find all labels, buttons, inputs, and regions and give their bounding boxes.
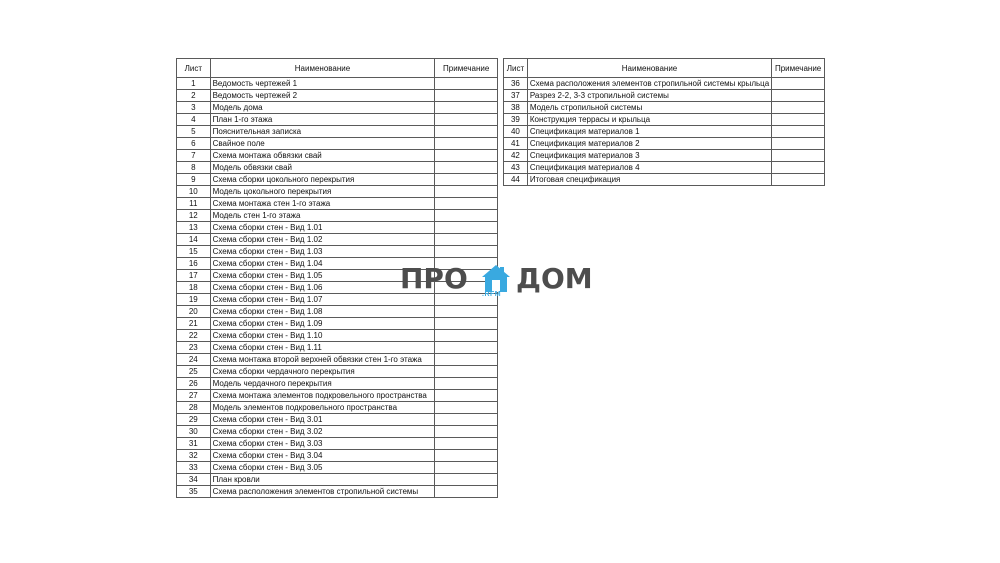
sheet-note bbox=[435, 402, 498, 414]
sheet-number: 17 bbox=[177, 270, 211, 282]
sheet-name: Спецификация материалов 2 bbox=[527, 138, 771, 150]
sheet-note bbox=[435, 414, 498, 426]
sheet-note bbox=[435, 150, 498, 162]
sheet-name: Схема сборки стен - Вид 1.09 bbox=[210, 318, 435, 330]
sheet-note bbox=[435, 138, 498, 150]
sheet-name: Схема сборки стен - Вид 3.02 bbox=[210, 426, 435, 438]
sheet-number: 38 bbox=[504, 102, 528, 114]
sheet-name: Схема монтажа стен 1-го этажа bbox=[210, 198, 435, 210]
sheet-note bbox=[772, 150, 825, 162]
sheet-number: 14 bbox=[177, 234, 211, 246]
sheet-note bbox=[435, 246, 498, 258]
sheet-name: Конструкция террасы и крыльца bbox=[527, 114, 771, 126]
sheet-number: 11 bbox=[177, 198, 211, 210]
sheet-note bbox=[435, 366, 498, 378]
sheet-number: 12 bbox=[177, 210, 211, 222]
table-row bbox=[177, 366, 498, 378]
sheet-name: Схема сборки стен - Вид 1.01 bbox=[210, 222, 435, 234]
sheet-note bbox=[435, 354, 498, 366]
table-row bbox=[177, 318, 498, 330]
sheet-note bbox=[435, 330, 498, 342]
sheet-number: 2 bbox=[177, 90, 211, 102]
sheet-name: Разрез 2-2, 3-3 стропильной системы bbox=[527, 90, 771, 102]
sheet-note bbox=[772, 174, 825, 186]
sheet-note bbox=[435, 114, 498, 126]
table-row bbox=[504, 78, 825, 90]
sheet-number: 31 bbox=[177, 438, 211, 450]
table-row bbox=[177, 234, 498, 246]
sheet-name: Схема сборки стен - Вид 1.11 bbox=[210, 342, 435, 354]
drawings-table-right bbox=[503, 58, 825, 186]
sheet-note bbox=[435, 342, 498, 354]
table-row bbox=[177, 426, 498, 438]
sheet-note bbox=[772, 102, 825, 114]
prodom-logo bbox=[400, 262, 600, 302]
sheet-number: 5 bbox=[177, 126, 211, 138]
sheet-note bbox=[435, 318, 498, 330]
logo-word-right: ДОМ bbox=[516, 262, 593, 295]
sheet-note bbox=[435, 102, 498, 114]
table-row bbox=[177, 78, 498, 90]
sheet-name: Модель чердачного перекрытия bbox=[210, 378, 435, 390]
sheet-note bbox=[435, 474, 498, 486]
sheet-name: Свайное поле bbox=[210, 138, 435, 150]
sheet-name: Ведомость чертежей 1 bbox=[210, 78, 435, 90]
sheet-name: Спецификация материалов 1 bbox=[527, 126, 771, 138]
sheet-number: 40 bbox=[504, 126, 528, 138]
sheet-name: Схема сборки стен - Вид 1.10 bbox=[210, 330, 435, 342]
sheet-name: Схема сборки стен - Вид 1.05 bbox=[210, 270, 435, 282]
sheet-note bbox=[772, 114, 825, 126]
sheet-name: Пояснительная записка bbox=[210, 126, 435, 138]
sheet-name: Модель цокольного перекрытия bbox=[210, 186, 435, 198]
sheet-number: 43 bbox=[504, 162, 528, 174]
table-header-row bbox=[177, 59, 498, 78]
sheet-name: Схема монтажа элементов подкровельного пространства bbox=[210, 390, 435, 402]
sheet-number: 8 bbox=[177, 162, 211, 174]
sheet-number: 15 bbox=[177, 246, 211, 258]
sheet-number: 41 bbox=[504, 138, 528, 150]
sheet-note bbox=[435, 186, 498, 198]
sheet-note bbox=[435, 438, 498, 450]
sheet-number: 6 bbox=[177, 138, 211, 150]
sheet-name: Схема сборки стен - Вид 1.04 bbox=[210, 258, 435, 270]
logo-word-left: ПРО bbox=[400, 262, 468, 295]
table-row bbox=[177, 450, 498, 462]
sheet-number: 36 bbox=[504, 78, 528, 90]
sheet-name: Схема сборки стен - Вид 1.03 bbox=[210, 246, 435, 258]
sheet-note bbox=[435, 90, 498, 102]
table-row bbox=[177, 342, 498, 354]
table-row bbox=[177, 306, 498, 318]
sheet-name: Схема расположения элементов стропильной системы крыльца bbox=[527, 78, 771, 90]
sheet-name: Схема сборки стен - Вид 3.05 bbox=[210, 462, 435, 474]
header-name: Наименование bbox=[527, 59, 771, 78]
table-row bbox=[177, 246, 498, 258]
table-row bbox=[504, 126, 825, 138]
sheet-number: 37 bbox=[504, 90, 528, 102]
sheet-number: 30 bbox=[177, 426, 211, 438]
table-row bbox=[177, 114, 498, 126]
table-row bbox=[177, 378, 498, 390]
table-row bbox=[177, 390, 498, 402]
header-note: Примечание bbox=[772, 59, 825, 78]
sheet-name: Модель стропильной системы bbox=[527, 102, 771, 114]
sheet-name: Схема сборки стен - Вид 1.07 bbox=[210, 294, 435, 306]
table-row bbox=[177, 174, 498, 186]
sheet-name: Схема сборки стен - Вид 1.08 bbox=[210, 306, 435, 318]
sheet-name: Спецификация материалов 4 bbox=[527, 162, 771, 174]
sheet-number: 28 bbox=[177, 402, 211, 414]
sheet-name: Схема монтажа второй верхней обвязки стен 1-го этажа bbox=[210, 354, 435, 366]
sheet-name: Модель обвязки свай bbox=[210, 162, 435, 174]
table-row bbox=[177, 486, 498, 498]
sheet-note bbox=[435, 390, 498, 402]
sheet-name: Схема сборки стен - Вид 3.03 bbox=[210, 438, 435, 450]
header-sheet: Лист bbox=[177, 59, 211, 78]
table-row bbox=[177, 138, 498, 150]
sheet-note bbox=[435, 174, 498, 186]
sheet-name: Схема сборки чердачного перекрытия bbox=[210, 366, 435, 378]
sheet-number: 27 bbox=[177, 390, 211, 402]
sheet-name: Схема расположения элементов стропильной системы bbox=[210, 486, 435, 498]
sheet-note bbox=[435, 162, 498, 174]
sheet-number: 1 bbox=[177, 78, 211, 90]
table-row bbox=[177, 162, 498, 174]
header-sheet: Лист bbox=[504, 59, 528, 78]
table-row bbox=[177, 330, 498, 342]
sheet-number: 3 bbox=[177, 102, 211, 114]
header-note: Примечание bbox=[435, 59, 498, 78]
table-row bbox=[177, 474, 498, 486]
sheet-note bbox=[435, 210, 498, 222]
table-row bbox=[177, 150, 498, 162]
sheet-name: Спецификация материалов 3 bbox=[527, 150, 771, 162]
table-row bbox=[504, 90, 825, 102]
table-row bbox=[177, 414, 498, 426]
sheet-note bbox=[435, 222, 498, 234]
sheet-number: 29 bbox=[177, 414, 211, 426]
table-row bbox=[177, 402, 498, 414]
sheet-name: План 1-го этажа bbox=[210, 114, 435, 126]
table-row bbox=[504, 102, 825, 114]
sheet-note bbox=[435, 378, 498, 390]
table-row bbox=[504, 138, 825, 150]
sheet-number: 25 bbox=[177, 366, 211, 378]
sheet-note bbox=[435, 78, 498, 90]
table-row bbox=[504, 162, 825, 174]
table-row bbox=[177, 222, 498, 234]
sheet-number: 13 bbox=[177, 222, 211, 234]
sheet-number: 21 bbox=[177, 318, 211, 330]
sheet-note bbox=[435, 126, 498, 138]
sheet-note bbox=[435, 306, 498, 318]
sheet-note bbox=[435, 426, 498, 438]
table-row bbox=[177, 126, 498, 138]
sheet-number: 23 bbox=[177, 342, 211, 354]
sheet-note bbox=[435, 450, 498, 462]
sheet-note bbox=[435, 198, 498, 210]
sheet-name: Схема сборки цокольного перекрытия bbox=[210, 174, 435, 186]
sheet-name: Модель элементов подкровельного пространства bbox=[210, 402, 435, 414]
sheet-number: 32 bbox=[177, 450, 211, 462]
table-row bbox=[504, 174, 825, 186]
logo-tag: .RFM bbox=[482, 291, 502, 298]
table-row bbox=[504, 114, 825, 126]
sheet-name: Модель дома bbox=[210, 102, 435, 114]
sheet-number: 18 bbox=[177, 282, 211, 294]
sheet-number: 24 bbox=[177, 354, 211, 366]
sheet-number: 19 bbox=[177, 294, 211, 306]
table-row bbox=[504, 150, 825, 162]
sheet-note bbox=[435, 486, 498, 498]
sheet-note bbox=[772, 90, 825, 102]
sheet-name: План кровли bbox=[210, 474, 435, 486]
sheet-name: Схема сборки стен - Вид 3.01 bbox=[210, 414, 435, 426]
sheet-number: 7 bbox=[177, 150, 211, 162]
table-row bbox=[177, 186, 498, 198]
sheet-note bbox=[435, 234, 498, 246]
table-row bbox=[177, 462, 498, 474]
sheet-note bbox=[772, 162, 825, 174]
sheet-number: 39 bbox=[504, 114, 528, 126]
header-name: Наименование bbox=[210, 59, 435, 78]
sheet-number: 44 bbox=[504, 174, 528, 186]
sheet-number: 16 bbox=[177, 258, 211, 270]
table-row bbox=[177, 354, 498, 366]
sheet-number: 42 bbox=[504, 150, 528, 162]
table-row bbox=[177, 210, 498, 222]
sheet-name: Схема сборки стен - Вид 1.02 bbox=[210, 234, 435, 246]
sheet-name: Ведомость чертежей 2 bbox=[210, 90, 435, 102]
table-row bbox=[177, 198, 498, 210]
sheet-number: 22 bbox=[177, 330, 211, 342]
table-row bbox=[177, 102, 498, 114]
sheet-name: Схема сборки стен - Вид 1.06 bbox=[210, 282, 435, 294]
sheet-note bbox=[435, 462, 498, 474]
sheet-number: 33 bbox=[177, 462, 211, 474]
sheet-number: 20 bbox=[177, 306, 211, 318]
sheet-note bbox=[772, 126, 825, 138]
sheet-note bbox=[772, 78, 825, 90]
sheet-number: 35 bbox=[177, 486, 211, 498]
sheet-number: 34 bbox=[177, 474, 211, 486]
sheet-number: 10 bbox=[177, 186, 211, 198]
sheet-name: Схема сборки стен - Вид 3.04 bbox=[210, 450, 435, 462]
table-row bbox=[177, 438, 498, 450]
sheet-note bbox=[772, 138, 825, 150]
table-row bbox=[177, 90, 498, 102]
sheet-number: 26 bbox=[177, 378, 211, 390]
table-header-row bbox=[504, 59, 825, 78]
sheet-name: Модель стен 1-го этажа bbox=[210, 210, 435, 222]
sheet-name: Итоговая спецификация bbox=[527, 174, 771, 186]
sheet-name: Схема монтажа обвязки свай bbox=[210, 150, 435, 162]
sheet-number: 9 bbox=[177, 174, 211, 186]
sheet-number: 4 bbox=[177, 114, 211, 126]
